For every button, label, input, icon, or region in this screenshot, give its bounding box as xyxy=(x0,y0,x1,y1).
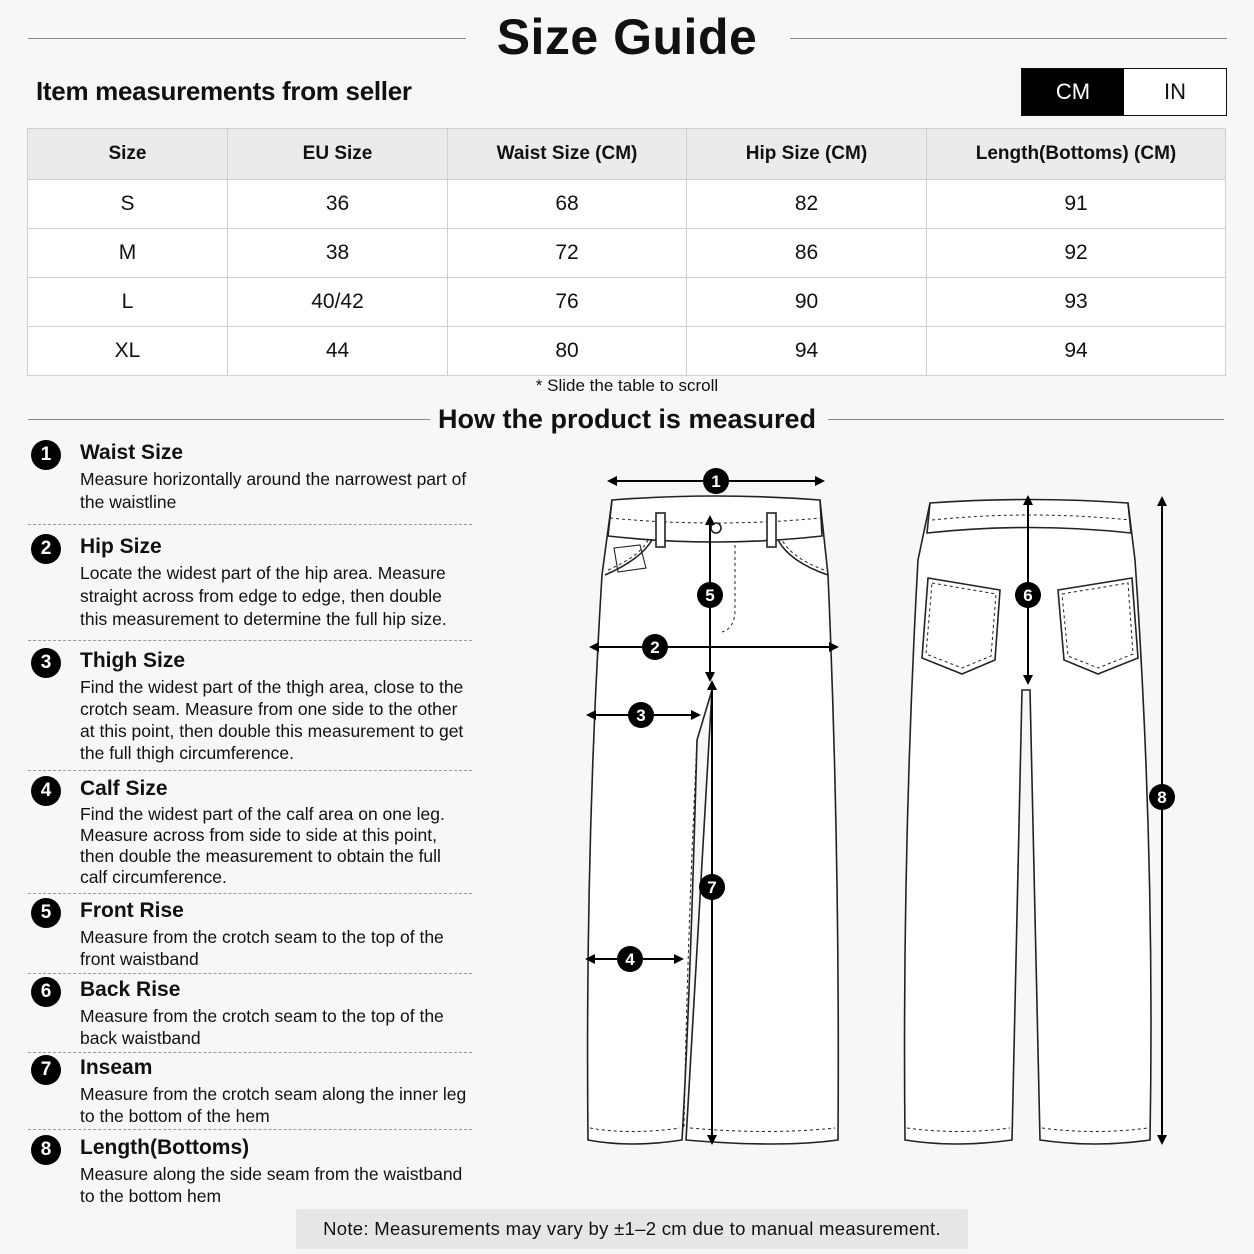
measurement-title: Length(Bottoms) xyxy=(80,1136,250,1159)
marker-1 xyxy=(703,468,729,494)
cell-length: 92 xyxy=(927,229,1226,278)
svg-text:2: 2 xyxy=(650,638,660,657)
svg-text:7: 7 xyxy=(707,878,717,897)
cell-waist: 80 xyxy=(448,327,687,376)
svg-text:1: 1 xyxy=(711,472,721,491)
step-badge: 3 xyxy=(31,648,61,678)
cell-length: 93 xyxy=(927,278,1226,327)
cell-eu-size: 36 xyxy=(228,180,448,229)
measurement-title: Front Rise xyxy=(80,899,184,922)
cell-waist: 68 xyxy=(448,180,687,229)
svg-text:6: 6 xyxy=(1023,586,1033,605)
cell-eu-size: 38 xyxy=(228,229,448,278)
col-header-hip: Hip Size (CM) xyxy=(687,129,927,180)
measurement-title: Hip Size xyxy=(80,535,162,558)
marker-2 xyxy=(642,634,668,660)
seller-measurements-heading: Item measurements from seller xyxy=(36,76,412,106)
measurement-desc: Measure along the side seam from the waistband to the bottom hem xyxy=(80,1164,463,1206)
step-badge: 4 xyxy=(31,776,61,806)
col-header-length: Length(Bottoms) (CM) xyxy=(927,129,1226,180)
marker-8 xyxy=(1149,784,1175,810)
measurement-title: Thigh Size xyxy=(80,649,185,672)
cell-size: S xyxy=(28,180,228,229)
cell-hip: 82 xyxy=(687,180,927,229)
step-badge: 6 xyxy=(31,977,61,1007)
measurement-desc: Find the widest part of the thigh area, close to the crotch seam. Measure from one side to the other at this point, then double this measurement to get the full thigh circumference. xyxy=(80,677,464,763)
svg-text:4: 4 xyxy=(625,950,635,969)
measurement-desc: Find the widest part of the calf area on one leg. Measure across from side to side at this point, then double the measurement to obtain the full calf circumference. xyxy=(80,804,445,887)
measurement-desc: Measure from the crotch seam to the top of the back waistband xyxy=(80,1006,444,1048)
marker-5 xyxy=(697,582,723,608)
unit-in-button[interactable]: IN xyxy=(1124,69,1226,115)
scroll-hint: * Slide the table to scroll xyxy=(535,376,719,395)
cell-hip: 94 xyxy=(687,327,927,376)
marker-7 xyxy=(699,874,725,900)
col-header-size: Size xyxy=(28,129,228,180)
measurement-desc: Locate the widest part of the hip area. Measure straight across from edge to edge, then double this measurement to determine the full hip size. xyxy=(80,563,447,629)
marker-4 xyxy=(617,946,643,972)
measurement-desc: Measure from the crotch seam to the top of the front waistband xyxy=(80,927,444,969)
step-badge: 2 xyxy=(31,534,61,564)
col-header-eu-size: EU Size xyxy=(228,129,448,180)
measurement-desc: Measure from the crotch seam along the inner leg to the bottom of the hem xyxy=(80,1084,467,1126)
cell-eu-size: 44 xyxy=(228,327,448,376)
svg-text:3: 3 xyxy=(636,706,646,725)
cell-hip: 86 xyxy=(687,229,927,278)
cell-eu-size: 40/42 xyxy=(228,278,448,327)
step-badge: 7 xyxy=(31,1055,61,1085)
col-header-waist: Waist Size (CM) xyxy=(448,129,687,180)
marker-3 xyxy=(628,702,654,728)
cell-length: 91 xyxy=(927,180,1226,229)
measurement-title: Back Rise xyxy=(80,978,181,1001)
cell-size: XL xyxy=(28,327,228,376)
step-badge: 8 xyxy=(31,1135,61,1165)
measure-section-title: How the product is measured xyxy=(437,404,817,434)
cell-waist: 72 xyxy=(448,229,687,278)
marker-6 xyxy=(1015,582,1041,608)
measurement-title: Calf Size xyxy=(80,777,168,800)
measurement-title: Inseam xyxy=(80,1056,153,1079)
cell-waist: 76 xyxy=(448,278,687,327)
measurement-desc: Measure horizontally around the narrowest part of the waistline xyxy=(80,469,467,512)
cell-hip: 90 xyxy=(687,278,927,327)
unit-cm-button[interactable]: CM xyxy=(1022,69,1124,115)
cell-size: M xyxy=(28,229,228,278)
cell-size: L xyxy=(28,278,228,327)
svg-text:5: 5 xyxy=(705,586,715,605)
page-title: Size Guide xyxy=(496,9,758,65)
cell-length: 94 xyxy=(927,327,1226,376)
step-badge: 5 xyxy=(31,898,61,928)
measurement-title: Waist Size xyxy=(80,441,184,464)
measurement-disclaimer: Note: Measurements may vary by ±1–2 cm due to manual measurement. xyxy=(296,1209,968,1249)
svg-text:8: 8 xyxy=(1157,788,1167,807)
step-badge: 1 xyxy=(31,440,61,470)
